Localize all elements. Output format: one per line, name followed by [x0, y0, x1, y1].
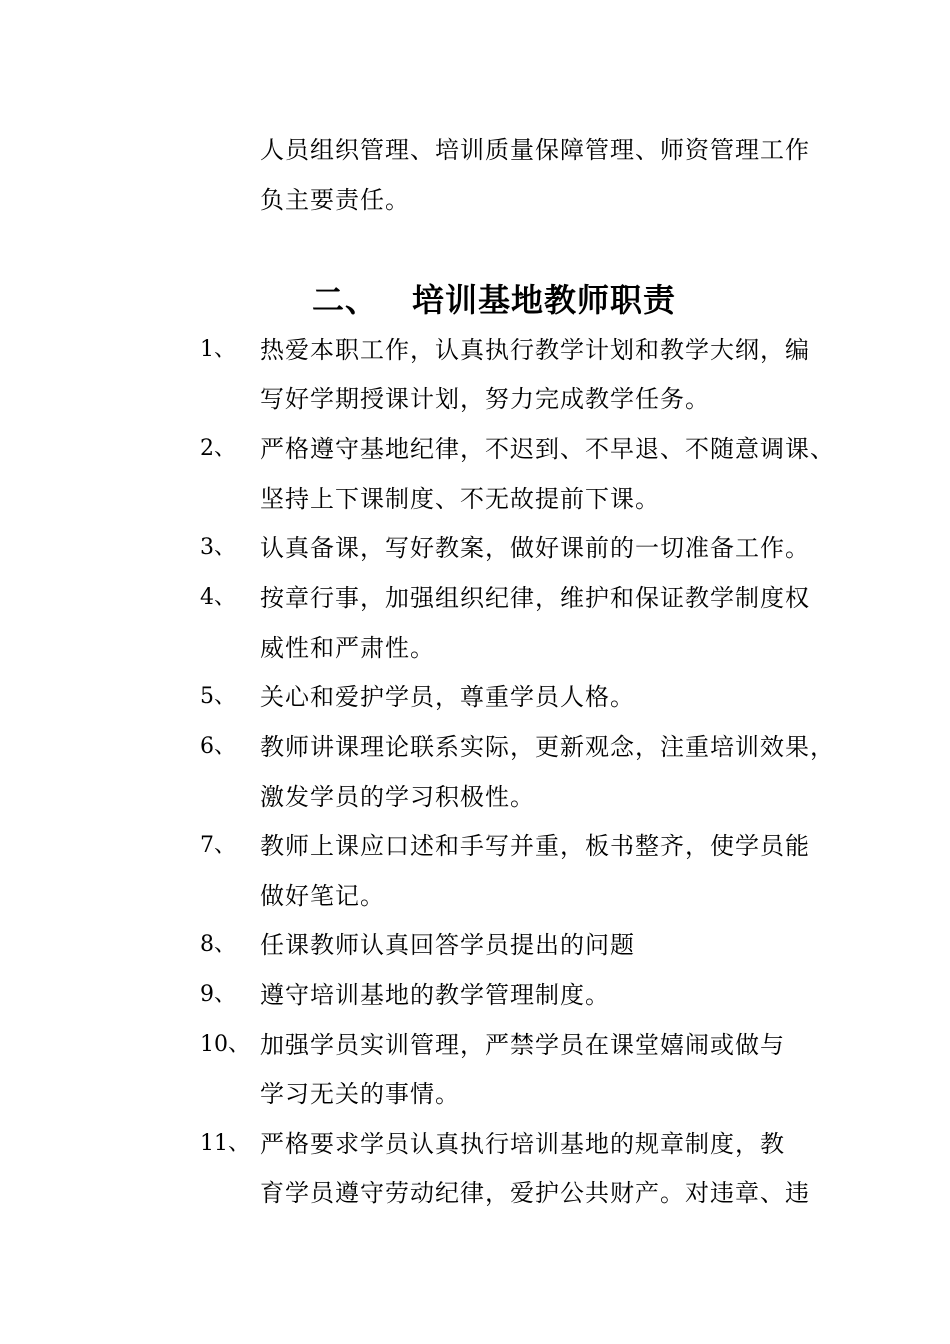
item-number: 9、: [200, 982, 236, 1007]
item-line: 严格遵守基地纪律，不迟到、不早退、不随意调课、: [260, 435, 835, 463]
item-line: 按章行事，加强组织纪律，维护和保证教学制度权: [260, 584, 810, 612]
item-number: 4、: [200, 585, 236, 610]
item-line: 遵守培训基地的教学管理制度。: [260, 981, 610, 1009]
intro-line-2: 负主要责任。: [260, 186, 410, 214]
item-line: 坚持上下课制度、不无故提前下课。: [260, 485, 660, 513]
item-number: 5、: [200, 684, 236, 709]
item-line: 教师上课应口述和手写并重，板书整齐，使学员能: [260, 832, 810, 860]
item-line: 任课教师认真回答学员提出的问题: [260, 931, 635, 959]
item-number: 1、: [200, 337, 236, 362]
item-line: 加强学员实训管理，严禁学员在课堂嬉闹或做与: [260, 1031, 785, 1059]
section-title: 培训基地教师职责: [412, 281, 677, 319]
item-number: 8、: [200, 932, 236, 957]
item-line: 做好笔记。: [260, 882, 385, 910]
item-line: 激发学员的学习积极性。: [260, 783, 535, 811]
item-number: 10、: [200, 1032, 250, 1057]
item-line: 严格要求学员认真执行培训基地的规章制度，教: [260, 1130, 785, 1158]
item-line: 教师讲课理论联系实际，更新观念，注重培训效果，: [260, 733, 835, 761]
intro-line-1: 人员组织管理、培训质量保障管理、师资管理工作: [260, 136, 810, 164]
item-line: 关心和爱护学员，尊重学员人格。: [260, 683, 635, 711]
section-number: 二、: [312, 281, 379, 319]
item-number: 2、: [200, 436, 236, 461]
item-line: 认真备课，写好教案，做好课前的一切准备工作。: [260, 534, 810, 562]
item-line: 威性和严肃性。: [260, 634, 435, 662]
item-number: 6、: [200, 734, 236, 759]
section-heading: [312, 278, 676, 322]
item-number: 11、: [200, 1131, 250, 1156]
item-line: 学习无关的事情。: [260, 1080, 460, 1108]
item-number: 7、: [200, 833, 236, 858]
item-line: 写好学期授课计划，努力完成教学任务。: [260, 385, 710, 413]
item-number: 3、: [200, 535, 236, 560]
item-line: 热爱本职工作，认真执行教学计划和教学大纲，编: [260, 336, 810, 364]
item-line: 育学员遵守劳动纪律，爱护公共财产。对违章、违: [260, 1179, 810, 1207]
